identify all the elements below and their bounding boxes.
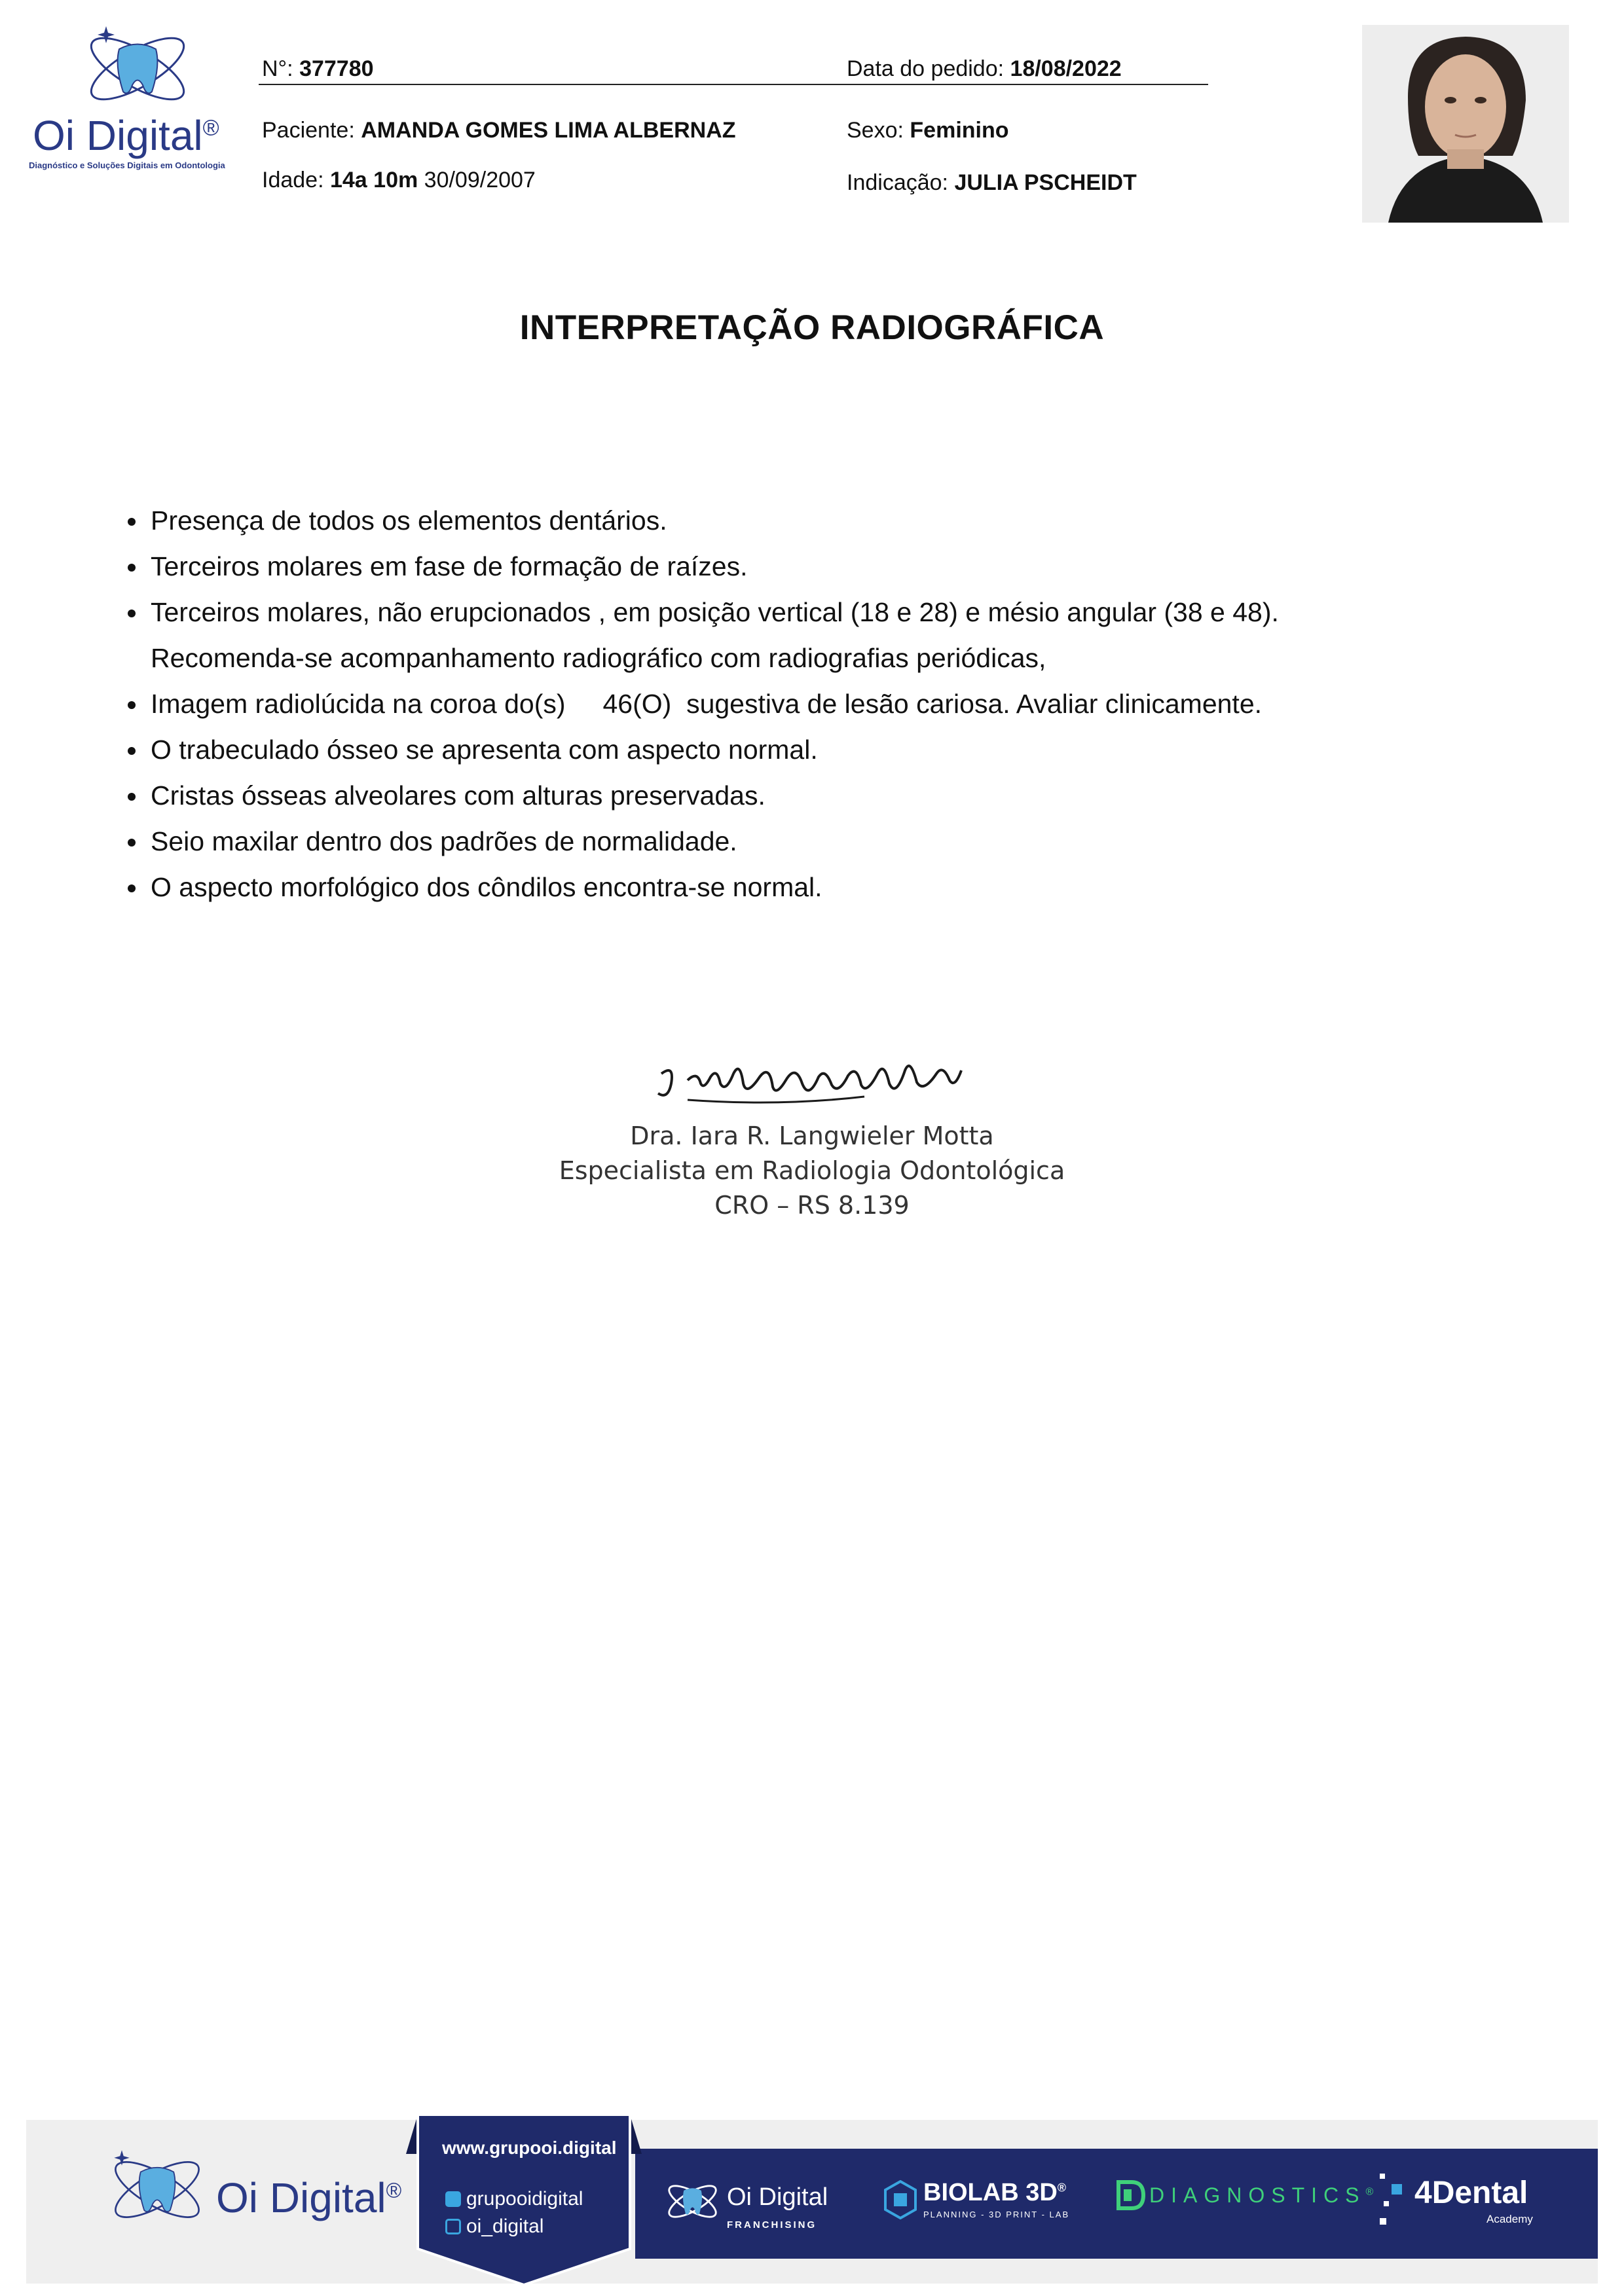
dental-academy-wordmark: 4Dental <box>1414 2176 1528 2210</box>
dental-academy-logo-icon <box>1378 2172 1411 2228</box>
findings-list <box>128 498 1503 910</box>
biolab-wordmark: BIOLAB 3D® <box>923 2179 1067 2206</box>
instagram-icon <box>445 2219 461 2234</box>
list-item: Imagem radiolúcida na coroa do(s) 46(O) sugestiva de lesão cariosa. Avaliar clinicamente. <box>128 681 1503 727</box>
list-item: O aspecto morfológico dos côndilos encontra-se normal. <box>128 864 1503 910</box>
franchising-logo-icon <box>661 2170 724 2232</box>
order-date: Data do pedido: 18/08/2022 <box>847 56 1122 81</box>
logo-tagline: Diagnóstico e Soluções Digitais em Odontologia <box>29 160 225 170</box>
website-link[interactable]: www.grupooi.digital <box>442 2138 617 2158</box>
patient-photo <box>1362 25 1569 223</box>
list-item: Presença de todos os elementos dentários. <box>128 498 1503 543</box>
bullet-icon <box>128 518 136 526</box>
page-title: INTERPRETAÇÃO RADIOGRÁFICA <box>519 308 1105 347</box>
header-logo <box>26 20 242 183</box>
bullet-icon <box>128 701 136 709</box>
biolab-logo-icon <box>884 2180 917 2219</box>
bullet-icon <box>128 610 136 617</box>
list-item-continuation: Recomenda-se acompanhamento radiográfico com radiografias periódicas, <box>151 643 1046 673</box>
logo-wordmark: Oi Digital® <box>33 112 219 159</box>
biolab-tagline: PLANNING - 3D PRINT - LAB <box>923 2210 1070 2219</box>
facebook-icon <box>445 2191 461 2207</box>
order-number: N°: 377780 <box>262 56 374 81</box>
referral: Indicação: JULIA PSCHEIDT <box>847 170 1137 195</box>
diagnostics-wordmark: DIAGNOSTICS® <box>1149 2183 1374 2207</box>
patient-age: Idade: 14a 10m 30/09/2007 <box>262 168 536 192</box>
list-item: Terceiros molares em fase de formação de raízes. <box>128 543 1503 589</box>
facebook-link[interactable]: grupooidigital <box>445 2188 583 2210</box>
list-item: Cristas ósseas alveolares com alturas preservadas. <box>128 773 1503 818</box>
bullet-icon <box>128 747 136 755</box>
signatory-registration: CRO – RS 8.139 <box>714 1191 910 1220</box>
signatory-specialty: Especialista em Radiologia Odontológica <box>559 1156 1065 1185</box>
franchising-wordmark: Oi Digital <box>727 2183 828 2211</box>
list-item: O trabeculado ósseo se apresenta com aspecto normal. <box>128 727 1503 773</box>
diagnostics-logo-icon <box>1113 2179 1146 2212</box>
signatory-name: Dra. Iara R. Langwieler Motta <box>630 1121 994 1150</box>
dental-academy-label: Academy <box>1486 2213 1533 2225</box>
patient-sex: Sexo: Feminino <box>847 118 1009 143</box>
bullet-icon <box>128 793 136 801</box>
footer-logo-wordmark: Oi Digital® <box>216 2174 402 2221</box>
franchising-label: FRANCHISING <box>727 2219 817 2231</box>
tooth-atom-icon <box>72 20 203 111</box>
handwritten-signature <box>648 1044 976 1116</box>
tooth-atom-icon <box>98 2141 216 2232</box>
bullet-icon <box>128 564 136 572</box>
patient-name: Paciente: AMANDA GOMES LIMA ALBERNAZ <box>262 118 736 143</box>
list-item: Seio maxilar dentro dos padrões de normalidade. <box>128 818 1503 864</box>
instagram-link[interactable]: oi_digital <box>445 2215 544 2238</box>
bullet-icon <box>128 839 136 847</box>
list-item: Terceiros molares, não erupcionados , em posição vertical (18 e 28) e mésio angular (38 e 48). Recomenda-se acompanhamento radiográfico com radiografias periódicas, <box>128 589 1503 681</box>
bullet-icon <box>128 884 136 892</box>
header-divider <box>259 84 1208 85</box>
